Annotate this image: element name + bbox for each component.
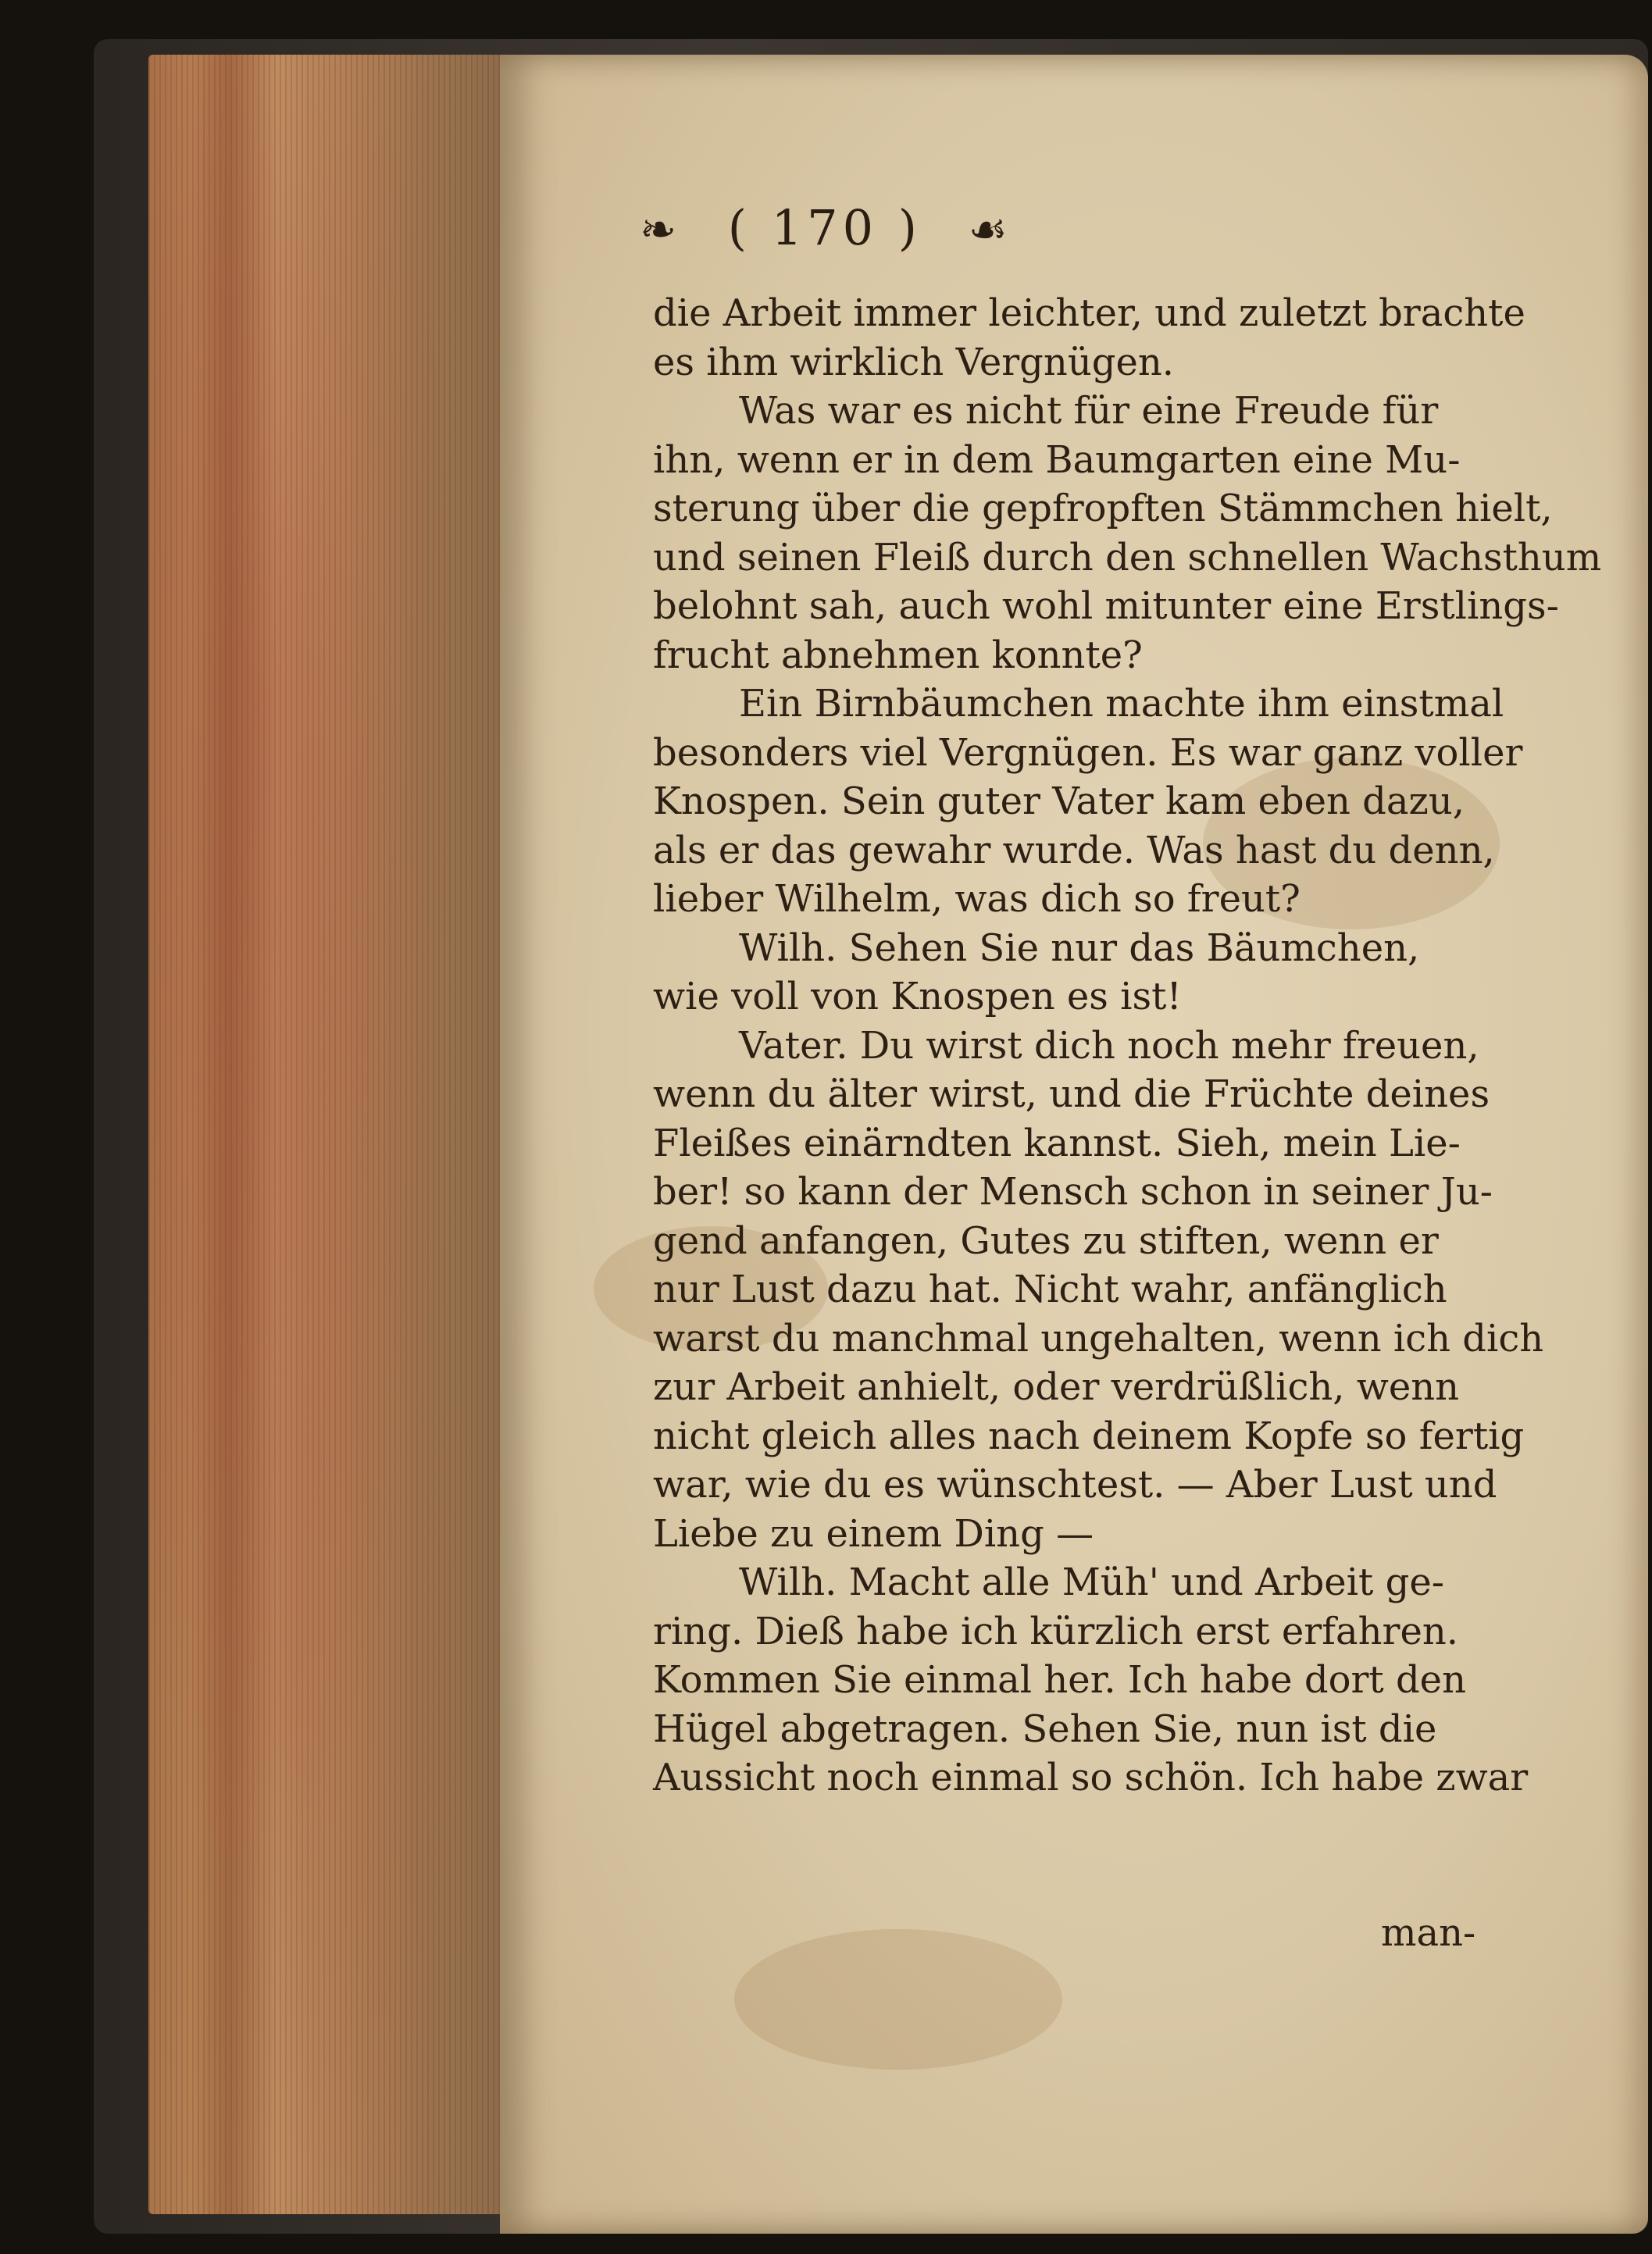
text-line: Knospen. Sein guter Vater kam eben dazu,: [653, 779, 1465, 823]
text-line: Ein Birnbäumchen machte ihm einstmal: [739, 682, 1504, 726]
text-line: wenn du älter wirst, und die Früchte deines: [653, 1072, 1490, 1116]
text-line: Wilh. Sehen Sie nur das Bäumchen,: [739, 925, 1420, 970]
catchword: man-: [1381, 1911, 1476, 1955]
text-line: wie voll von Knospen es ist!: [653, 975, 1182, 1018]
text-line: sterung über die gepfropften Stämmchen hielt,: [653, 487, 1553, 530]
text-line: Aussicht noch einmal so schön. Ich habe zwar: [653, 1756, 1529, 1799]
text-line: nur Lust dazu hat. Nicht wahr, anfänglich: [653, 1268, 1447, 1311]
text-line: Vater. Du wirst dich noch mehr freuen,: [739, 1023, 1479, 1068]
text-line: Hügel abgetragen. Sehen Sie, nun ist die: [653, 1707, 1437, 1751]
text-line: als er das gewahr wurde. Was hast du denn,: [653, 828, 1495, 872]
page-number: ( 170 ): [727, 199, 922, 256]
text-line: Kommen Sie einmal her. Ich habe dort den: [653, 1658, 1466, 1702]
page-block-edge: [148, 55, 516, 2214]
ornament-right-icon: ☙: [968, 205, 1012, 255]
text-line: ber! so kann der Mensch schon in seiner Ju-: [653, 1170, 1493, 1214]
text-line: belohnt sah, auch wohl mitunter eine Erstlings-: [653, 584, 1559, 628]
text-line: frucht abnehmen konnte?: [653, 633, 1143, 677]
text-line: die Arbeit immer leichter, und zuletzt brachte: [653, 291, 1525, 335]
text-line: Was war es nicht für eine Freude für: [739, 389, 1439, 433]
text-line: zur Arbeit anhielt, oder verdrüßlich, wenn: [653, 1365, 1460, 1409]
text-line: es ihm wirklich Vergnügen.: [653, 340, 1175, 384]
text-line: ihn, wenn er in dem Baumgarten eine Mu-: [653, 437, 1461, 482]
text-line: besonders viel Vergnügen. Es war ganz voller: [653, 730, 1523, 775]
text-line: nicht gleich alles nach deinem Kopfe so fertig: [653, 1414, 1525, 1458]
text-line: Liebe zu einem Ding —: [653, 1511, 1094, 1556]
text-line: Wilh. Macht alle Müh' und Arbeit ge-: [739, 1560, 1444, 1604]
page-header: [0, 199, 1652, 256]
text-line: und seinen Fleiß durch den schnellen Wachsthum: [653, 535, 1602, 580]
body-text: [653, 289, 1602, 1803]
text-line: Fleißes einärndten kannst. Sieh, mein Lie-: [653, 1121, 1461, 1165]
text-line: warst du manchmal ungehalten, wenn ich dich: [653, 1316, 1544, 1361]
text-line: ring. Dieß habe ich kürzlich erst erfahren.: [653, 1609, 1459, 1653]
text-line: war, wie du es wünschtest. — Aber Lust und: [653, 1463, 1497, 1507]
text-line: lieber Wilhelm, was dich so freut?: [653, 877, 1301, 921]
ornament-left-icon: ❧: [640, 205, 682, 255]
text-line: gend anfangen, Gutes zu stiften, wenn er: [653, 1218, 1439, 1263]
